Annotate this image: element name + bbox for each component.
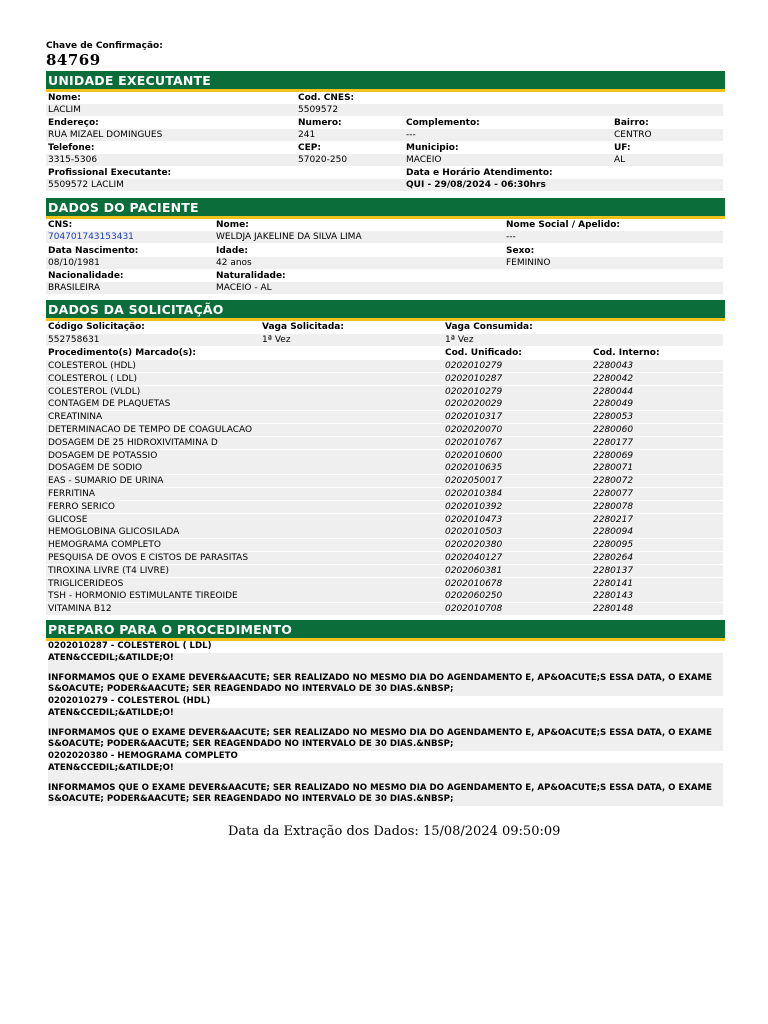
procedimento-cod-interno: 2280071 [593, 463, 634, 474]
paciente-nome-value: WELDJA JAKELINE DA SILVA LIMA [216, 232, 362, 242]
table-row [46, 462, 723, 474]
procedimento-cod-interno: 2280060 [593, 425, 634, 435]
bairro-label: Bairro: [614, 118, 649, 128]
unidade-row-4-labels [46, 167, 723, 179]
preparo-atencao: ATEN&CCEDIL;&ATILDE;O! [48, 653, 723, 670]
idade-value: 42 anos [216, 258, 252, 268]
procedimento-cod-unificado: 0202010635 [445, 463, 503, 474]
procedimento-cod-unificado: 0202040127 [445, 553, 503, 563]
preparo-procedimento-header: 0202010287 - COLESTEROL ( LDL) [48, 641, 212, 651]
procedimento-nome: TIROXINA LIVRE (T4 LIVRE) [48, 565, 169, 576]
section-unidade-title: UNIDADE EXECUTANTE [46, 71, 725, 92]
table-row [46, 565, 723, 577]
nome-social-value: --- [506, 232, 516, 242]
unidade-row-2-values [46, 129, 723, 141]
procedimento-cod-unificado: 0202010708 [445, 604, 503, 615]
unidade-row-3-labels [46, 142, 723, 154]
section-preparo-title: PREPARO PARA O PROCEDIMENTO [46, 620, 725, 641]
telefone-value: 3315-5306 [48, 155, 98, 165]
uf-label: UF: [614, 143, 631, 153]
procedimento-cod-unificado: 0202010473 [445, 514, 503, 525]
cns-label: CNS: [48, 220, 73, 230]
procedimento-nome: EAS - SUMARIO DE URINA [48, 476, 164, 487]
table-row [46, 437, 723, 449]
data-atendimento-label: Data e Horário Atendimento: [406, 168, 553, 178]
table-row [46, 450, 723, 462]
procedimento-cod-unificado: 0202010392 [445, 501, 503, 512]
unidade-row-4-values [46, 179, 723, 191]
procedimento-nome: CREATININA [48, 412, 103, 423]
unidade-row-3-values [46, 154, 723, 166]
table-row [46, 552, 723, 564]
data-extracao: Data da Extração dos Dados: 15/08/2024 09:50:09 [228, 824, 561, 839]
chave-value: 84769 [46, 51, 101, 69]
municipio-value: MACEIO [406, 155, 442, 165]
table-row [46, 475, 723, 487]
paciente-row-3-values [46, 282, 723, 294]
procedimento-cod-unificado: 0202010384 [445, 489, 503, 499]
table-row [46, 578, 723, 590]
procedimento-cod-interno: 2280148 [593, 604, 634, 615]
endereco-value: RUA MIZAEL DOMINGUES [48, 130, 163, 140]
procedimento-cod-interno: 2280143 [593, 591, 634, 602]
solicitacao-row-1-labels [46, 321, 723, 333]
procedimentos-label: Procedimento(s) Marcado(s): [48, 348, 196, 358]
paciente-row-1-labels [46, 219, 723, 231]
procedimento-nome: FERRO SERICO [48, 501, 115, 512]
procedimento-nome: COLESTEROL (VLDL) [48, 386, 141, 397]
endereco-label: Endereço: [48, 118, 99, 128]
complemento-value: --- [406, 130, 416, 140]
table-row [46, 501, 723, 513]
vaga-consumida-value: 1ª Vez [445, 335, 474, 345]
procedimentos-header [46, 347, 723, 359]
solicitacao-row-1-values [46, 334, 723, 346]
preparo-atencao: ATEN&CCEDIL;&ATILDE;O! [48, 708, 723, 725]
procedimento-cod-unificado: 0202060250 [445, 591, 503, 602]
procedimento-nome: GLICOSE [48, 514, 88, 525]
procedimento-cod-unificado: 0202010279 [445, 386, 503, 397]
section-solicitacao-title: DADOS DA SOLICITAÇÃO [46, 300, 725, 321]
procedimento-nome: CONTAGEM DE PLAQUETAS [48, 399, 171, 410]
unidade-row-2-labels [46, 117, 723, 129]
procedimento-cod-interno: 2280177 [593, 437, 634, 448]
profissional-value: 5509572 LACLIM [48, 180, 124, 190]
procedimento-cod-unificado: 0202020070 [445, 425, 503, 435]
municipio-label: Municipio: [406, 143, 459, 153]
cep-label: CEP: [298, 143, 321, 153]
procedimento-cod-unificado: 0202020380 [445, 540, 503, 551]
procedimento-nome: TSH - HORMONIO ESTIMULANTE TIREOIDE [48, 591, 238, 602]
procedimento-nome: VITAMINA B12 [48, 604, 112, 615]
cnes-label: Cod. CNES: [298, 93, 355, 103]
nacionalidade-value: BRASILEIRA [48, 283, 100, 293]
procedimento-cod-unificado: 0202010317 [445, 412, 503, 423]
codigo-solicitacao-value: 552758631 [48, 335, 100, 345]
paciente-row-3-labels [46, 270, 723, 282]
table-row [46, 360, 723, 372]
vaga-consumida-label: Vaga Consumida: [445, 322, 533, 332]
telefone-label: Telefone: [48, 143, 95, 153]
procedimento-cod-interno: 2280049 [593, 399, 634, 410]
procedimento-nome: HEMOGLOBINA GLICOSILADA [48, 527, 180, 538]
paciente-row-2-values [46, 257, 723, 269]
chave-label: Chave de Confirmação: [46, 41, 163, 51]
nascimento-label: Data Nascimento: [48, 246, 139, 256]
table-row [46, 373, 723, 385]
procedimento-cod-interno: 2280264 [593, 553, 634, 563]
cep-value: 57020-250 [298, 155, 348, 165]
table-row [46, 603, 723, 615]
procedimento-cod-interno: 2280095 [593, 540, 634, 551]
procedimento-cod-unificado: 0202020029 [445, 399, 503, 410]
vaga-solicitada-value: 1ª Vez [262, 335, 291, 345]
procedimento-nome: DOSAGEM DE 25 HIDROXIVITAMINA D [48, 437, 218, 448]
procedimento-nome: PESQUISA DE OVOS E CISTOS DE PARASITAS [48, 553, 249, 563]
codigo-solicitacao-label: Código Solicitação: [48, 322, 145, 332]
procedimento-nome: COLESTEROL ( LDL) [48, 373, 138, 384]
preparo-procedimento-header: 0202020380 - HEMOGRAMA COMPLETO [48, 751, 238, 761]
cns-link[interactable]: 704701743153431 [48, 232, 134, 242]
nome-social-label: Nome Social / Apelido: [506, 220, 621, 230]
procedimento-cod-unificado: 0202010600 [445, 450, 503, 461]
procedimento-nome: FERRITINA [48, 489, 96, 499]
procedimento-cod-unificado: 0202010279 [445, 361, 503, 371]
preparo-atencao: ATEN&CCEDIL;&ATILDE;O! [48, 763, 723, 780]
procedimento-cod-interno: 2280217 [593, 514, 634, 525]
nome-value: LACLIM [48, 105, 81, 115]
preparo-procedimento-header: 0202010279 - COLESTEROL (HDL) [48, 696, 211, 706]
sexo-value: FEMININO [506, 258, 551, 268]
procedimento-cod-interno: 2280053 [593, 412, 634, 423]
procedimento-nome: DOSAGEM DE POTASSIO [48, 450, 158, 461]
procedimento-nome: COLESTEROL (HDL) [48, 361, 136, 371]
preparo-texto: INFORMAMOS QUE O EXAME DEVER&AACUTE; SER REALIZADO NO MESMO DIA DO AGENDAMENTO E, AP&OACUTE;S ESSA DATA, O EXAME S&OACUTE; PODER&AACUTE; SER REAGENDADO NO INTERVALO DE 30 DIAS.&NBSP; [48, 725, 723, 751]
procedimento-cod-interno: 2280072 [593, 476, 634, 487]
procedimento-cod-interno: 2280077 [593, 489, 634, 499]
idade-label: Idade: [216, 246, 249, 256]
procedimento-cod-interno: 2280141 [593, 578, 634, 589]
procedimento-cod-interno: 2280043 [593, 361, 634, 371]
procedimento-cod-interno: 2280069 [593, 450, 634, 461]
complemento-label: Complemento: [406, 118, 480, 128]
cnes-value: 5509572 [298, 105, 339, 115]
procedimento-cod-unificado: 0202010287 [445, 373, 503, 384]
preparo-texto: INFORMAMOS QUE O EXAME DEVER&AACUTE; SER REALIZADO NO MESMO DIA DO AGENDAMENTO E, AP&OACUTE;S ESSA DATA, O EXAME S&OACUTE; PODER&AACUTE; SER REAGENDADO NO INTERVALO DE 30 DIAS.&NBSP; [48, 670, 723, 696]
table-row [46, 386, 723, 398]
unidade-row-1-labels [46, 92, 723, 104]
nome-label: Nome: [48, 93, 81, 103]
table-row [46, 526, 723, 538]
paciente-nome-label: Nome: [216, 220, 249, 230]
procedimento-nome: DETERMINACAO DE TEMPO DE COAGULACAO [48, 425, 253, 435]
procedimento-cod-interno: 2280042 [593, 373, 634, 384]
table-row [46, 411, 723, 423]
cod-unificado-label: Cod. Unificado: [445, 348, 522, 358]
profissional-label: Profissional Executante: [48, 168, 172, 178]
table-row [46, 590, 723, 602]
procedimento-cod-interno: 2280137 [593, 565, 634, 576]
table-row [46, 424, 723, 436]
numero-label: Numero: [298, 118, 342, 128]
procedimento-nome: DOSAGEM DE SODIO [48, 463, 143, 474]
procedimento-cod-interno: 2280044 [593, 386, 634, 397]
table-row [46, 488, 723, 500]
procedimento-cod-unificado: 0202060381 [445, 565, 503, 576]
procedimento-nome: TRIGLICERIDEOS [48, 578, 124, 589]
paciente-row-2-labels [46, 245, 723, 257]
procedimento-nome: HEMOGRAMA COMPLETO [48, 540, 161, 551]
uf-value: AL [614, 155, 626, 165]
nascimento-value: 08/10/1981 [48, 258, 100, 268]
procedimento-cod-unificado: 0202010503 [445, 527, 503, 538]
vaga-solicitada-label: Vaga Solicitada: [262, 322, 344, 332]
procedimento-cod-unificado: 0202010678 [445, 578, 503, 589]
cod-interno-label: Cod. Interno: [593, 348, 660, 358]
paciente-row-1-values [46, 231, 723, 243]
table-row [46, 398, 723, 410]
sexo-label: Sexo: [506, 246, 535, 256]
naturalidade-value: MACEIO - AL [216, 283, 272, 293]
table-row [46, 539, 723, 551]
table-row [46, 514, 723, 526]
unidade-row-1-values [46, 104, 723, 116]
naturalidade-label: Naturalidade: [216, 271, 286, 281]
bairro-value: CENTRO [614, 130, 652, 140]
nacionalidade-label: Nacionalidade: [48, 271, 124, 281]
numero-value: 241 [298, 130, 316, 140]
data-atendimento-value: QUI - 29/08/2024 - 06:30hrs [406, 180, 546, 190]
procedimento-cod-unificado: 0202010767 [445, 437, 503, 448]
procedimento-cod-interno: 2280078 [593, 501, 634, 512]
section-paciente-title: DADOS DO PACIENTE [46, 198, 725, 219]
procedimento-cod-unificado: 0202050017 [445, 476, 503, 487]
procedimento-cod-interno: 2280094 [593, 527, 634, 538]
preparo-texto: INFORMAMOS QUE O EXAME DEVER&AACUTE; SER REALIZADO NO MESMO DIA DO AGENDAMENTO E, AP&OACUTE;S ESSA DATA, O EXAME S&OACUTE; PODER&AACUTE; SER REAGENDADO NO INTERVALO DE 30 DIAS.&NBSP; [48, 780, 723, 806]
